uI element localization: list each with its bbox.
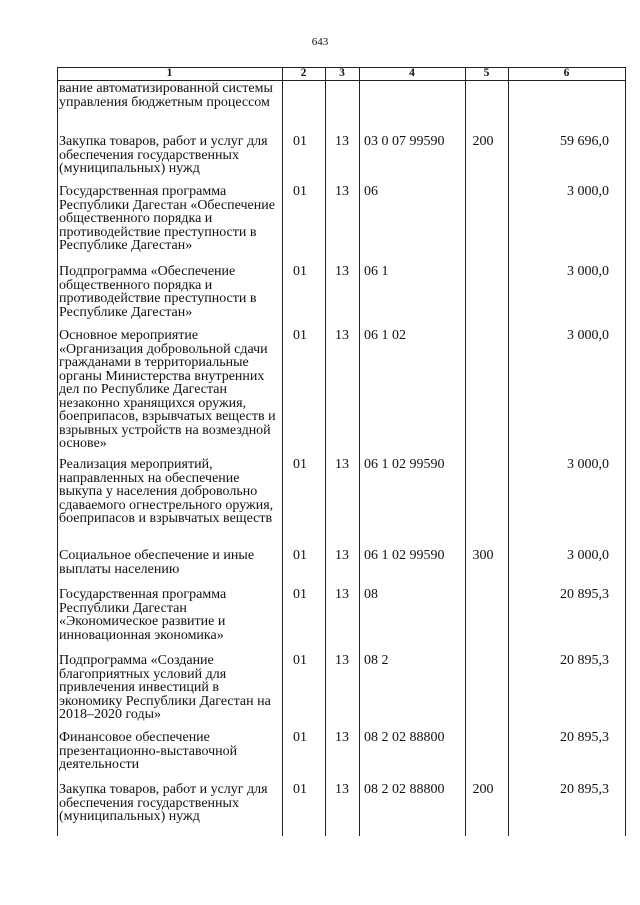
row-expense-type: 200 xyxy=(472,134,494,149)
row-name: вание автоматизированной системы управления бюджетным процессом xyxy=(59,81,273,110)
row-amount: 3 000,0 xyxy=(567,184,609,199)
row-section: 01 xyxy=(293,548,307,563)
header-col-6: 6 xyxy=(563,67,570,79)
row-amount: 20 895,3 xyxy=(560,587,609,602)
row-amount: 3 000,0 xyxy=(567,548,609,563)
row-target-code: 08 2 xyxy=(364,653,389,668)
row-target-code: 06 1 02 99590 xyxy=(364,548,445,563)
row-subsection: 13 xyxy=(335,548,349,563)
row-target-code: 08 xyxy=(364,587,378,602)
row-subsection: 13 xyxy=(335,653,349,668)
row-amount: 20 895,3 xyxy=(560,782,609,797)
row-subsection: 13 xyxy=(335,457,349,472)
row-amount: 3 000,0 xyxy=(567,264,609,279)
row-subsection: 13 xyxy=(335,730,349,745)
row-subsection: 13 xyxy=(335,782,349,797)
row-expense-type: 200 xyxy=(472,782,494,797)
row-section: 01 xyxy=(293,782,307,797)
row-amount: 59 696,0 xyxy=(560,134,609,149)
row-name: Основное мероприятие «Организация добровольной сдачи гражданами в территориальные органы Министерства внутренних дел по Республике Дагестан незаконно хранящихся оружия, боеприпасов, взрывчатых веществ и взрывных устройств на возмездной основе» xyxy=(59,328,276,451)
column-divider xyxy=(282,67,283,836)
header-col-4: 4 xyxy=(409,67,415,79)
row-name: Социальное обеспечение и иные выплаты населению xyxy=(59,548,255,577)
row-section: 01 xyxy=(293,134,307,149)
row-target-code: 08 2 02 88800 xyxy=(364,782,445,797)
row-name: Подпрограмма «Создание благоприятных условий для привлечения инвестиций в экономику Республики Дагестан на 2018–2020 годы» xyxy=(59,653,271,722)
row-target-code: 06 1 02 99590 xyxy=(364,457,445,472)
row-name: Закупка товаров, работ и услуг для обеспечения государственных (муниципальных) нужд xyxy=(59,134,268,176)
header-col-5: 5 xyxy=(483,67,490,79)
row-section: 01 xyxy=(293,457,307,472)
row-name: Государственная программа Республики Дагестан «Экономическое развитие и инновационная экономика» xyxy=(59,587,227,643)
row-section: 01 xyxy=(293,653,307,668)
row-section: 01 xyxy=(293,264,307,279)
row-target-code: 06 1 xyxy=(364,264,389,279)
row-target-code: 06 xyxy=(364,184,378,199)
column-divider xyxy=(465,67,466,836)
row-amount: 20 895,3 xyxy=(560,653,609,668)
row-amount: 20 895,3 xyxy=(560,730,609,745)
budget-table xyxy=(57,67,626,836)
row-subsection: 13 xyxy=(335,264,349,279)
column-divider xyxy=(508,67,509,836)
header-col-3: 3 xyxy=(339,67,345,79)
header-col-1: 1 xyxy=(166,67,173,79)
row-name: Финансовое обеспечение презентационно-выставочной деятельности xyxy=(59,730,238,772)
row-target-code: 08 2 02 88800 xyxy=(364,730,445,745)
row-subsection: 13 xyxy=(335,587,349,602)
header-col-2: 2 xyxy=(300,67,307,79)
row-section: 01 xyxy=(293,184,307,199)
row-amount: 3 000,0 xyxy=(567,328,609,343)
row-section: 01 xyxy=(293,328,307,343)
column-divider xyxy=(625,67,626,836)
page-number: 643 xyxy=(311,36,329,48)
row-section: 01 xyxy=(293,730,307,745)
row-target-code: 06 1 02 xyxy=(364,328,406,343)
row-section: 01 xyxy=(293,587,307,602)
row-target-code: 03 0 07 99590 xyxy=(364,134,445,149)
row-name: Государственная программа Республики Дагестан «Обеспечение общественного порядка и противодействие преступности в Республике Дагестан» xyxy=(59,184,275,253)
row-subsection: 13 xyxy=(335,134,349,149)
row-expense-type: 300 xyxy=(472,548,494,563)
column-divider xyxy=(57,67,58,836)
column-divider xyxy=(359,67,360,836)
row-name: Закупка товаров, работ и услуг для обеспечения государственных (муниципальных) нужд xyxy=(59,782,268,824)
row-subsection: 13 xyxy=(335,184,349,199)
column-divider xyxy=(325,67,326,836)
row-subsection: 13 xyxy=(335,328,349,343)
row-name: Подпрограмма «Обеспечение общественного порядка и противодействие преступности в Республике Дагестан» xyxy=(59,264,257,320)
row-name: Реализация мероприятий, направленных на обеспечение выкупа у населения добровольно сдаваемого огнестрельного оружия, боеприпасов и взрывчатых веществ xyxy=(59,457,274,526)
row-amount: 3 000,0 xyxy=(567,457,609,472)
